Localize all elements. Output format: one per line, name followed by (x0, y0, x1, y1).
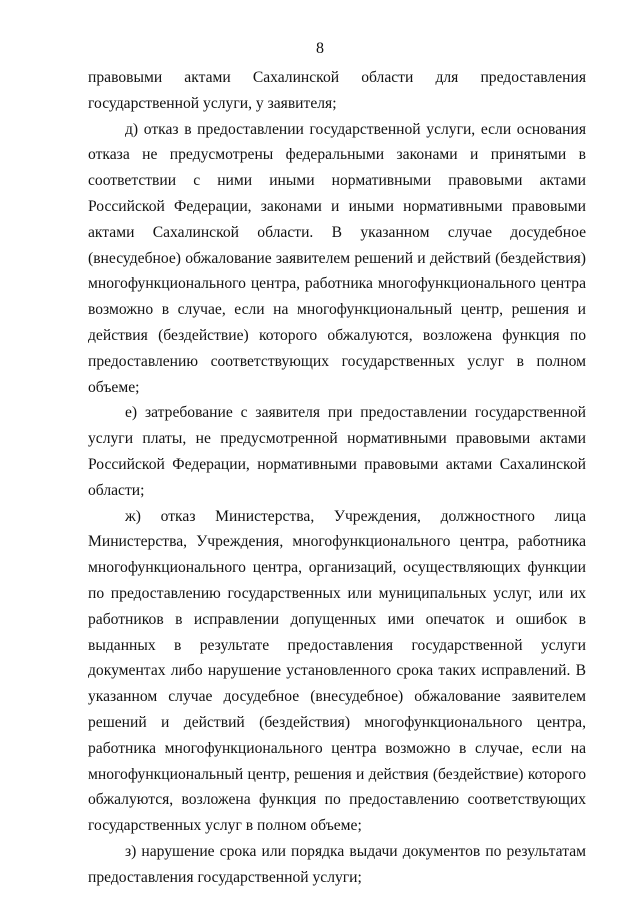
document-body (88, 65, 586, 891)
paragraph-continuation: правовыми актами Сахалинской области для предоставления государственной услуги, у заявителя; (88, 69, 586, 112)
paragraph-item-d: д) отказ в предоставлении государственной услуги, если основания отказа не предусмотрены федеральными законами и принятыми в соответствии с ними иными нормативными правовыми актами Российской Федерации, законами и иными нормативными правовыми актами Сахалинской области. В указанном случае досудебное (внесудебное) обжалование заявителем решений и действий (бездействия) многофункционального центра, работника многофункционального центра возможно в случае, если на многофункциональный центр, решения и действия (бездействие) которого обжалуются, возложена функция по предоставлению соответствующих государственных услуг в полном объеме; (88, 120, 586, 396)
paragraph-item-e: е) затребование с заявителя при предоставлении государственной услуги платы, не предусмотренной нормативными правовыми актами Российской Федерации, нормативными правовыми актами Сахалинской области; (88, 404, 586, 499)
paragraph-item-zh: ж) отказ Министерства, Учреждения, должностного лица Министерства, Учреждения, многофункционального центра, работника многофункционального центра, организаций, осуществляющих функции по предоставлению государственных или муниципальных услуг, или их работников в исправлении допущенных ими опечаток и ошибок в выданных в результате предоставления государственной услуги документах либо нарушение установленного срока таких исправлений. В указанном случае досудебное (внесудебное) обжалование заявителем решений и действий (бездействия) многофункционального центра, работника многофункционального центра возможно в случае, если на многофункциональный центр, решения и действия (бездействие) которого обжалуются, возложена функция по предоставлению соответствующих государственных услуг в полном объеме; (88, 507, 586, 835)
paragraph-item-z: з) нарушение срока или порядка выдачи документов по результатам предоставления государственной услуги; (88, 842, 586, 886)
page-number: 8 (316, 40, 324, 57)
